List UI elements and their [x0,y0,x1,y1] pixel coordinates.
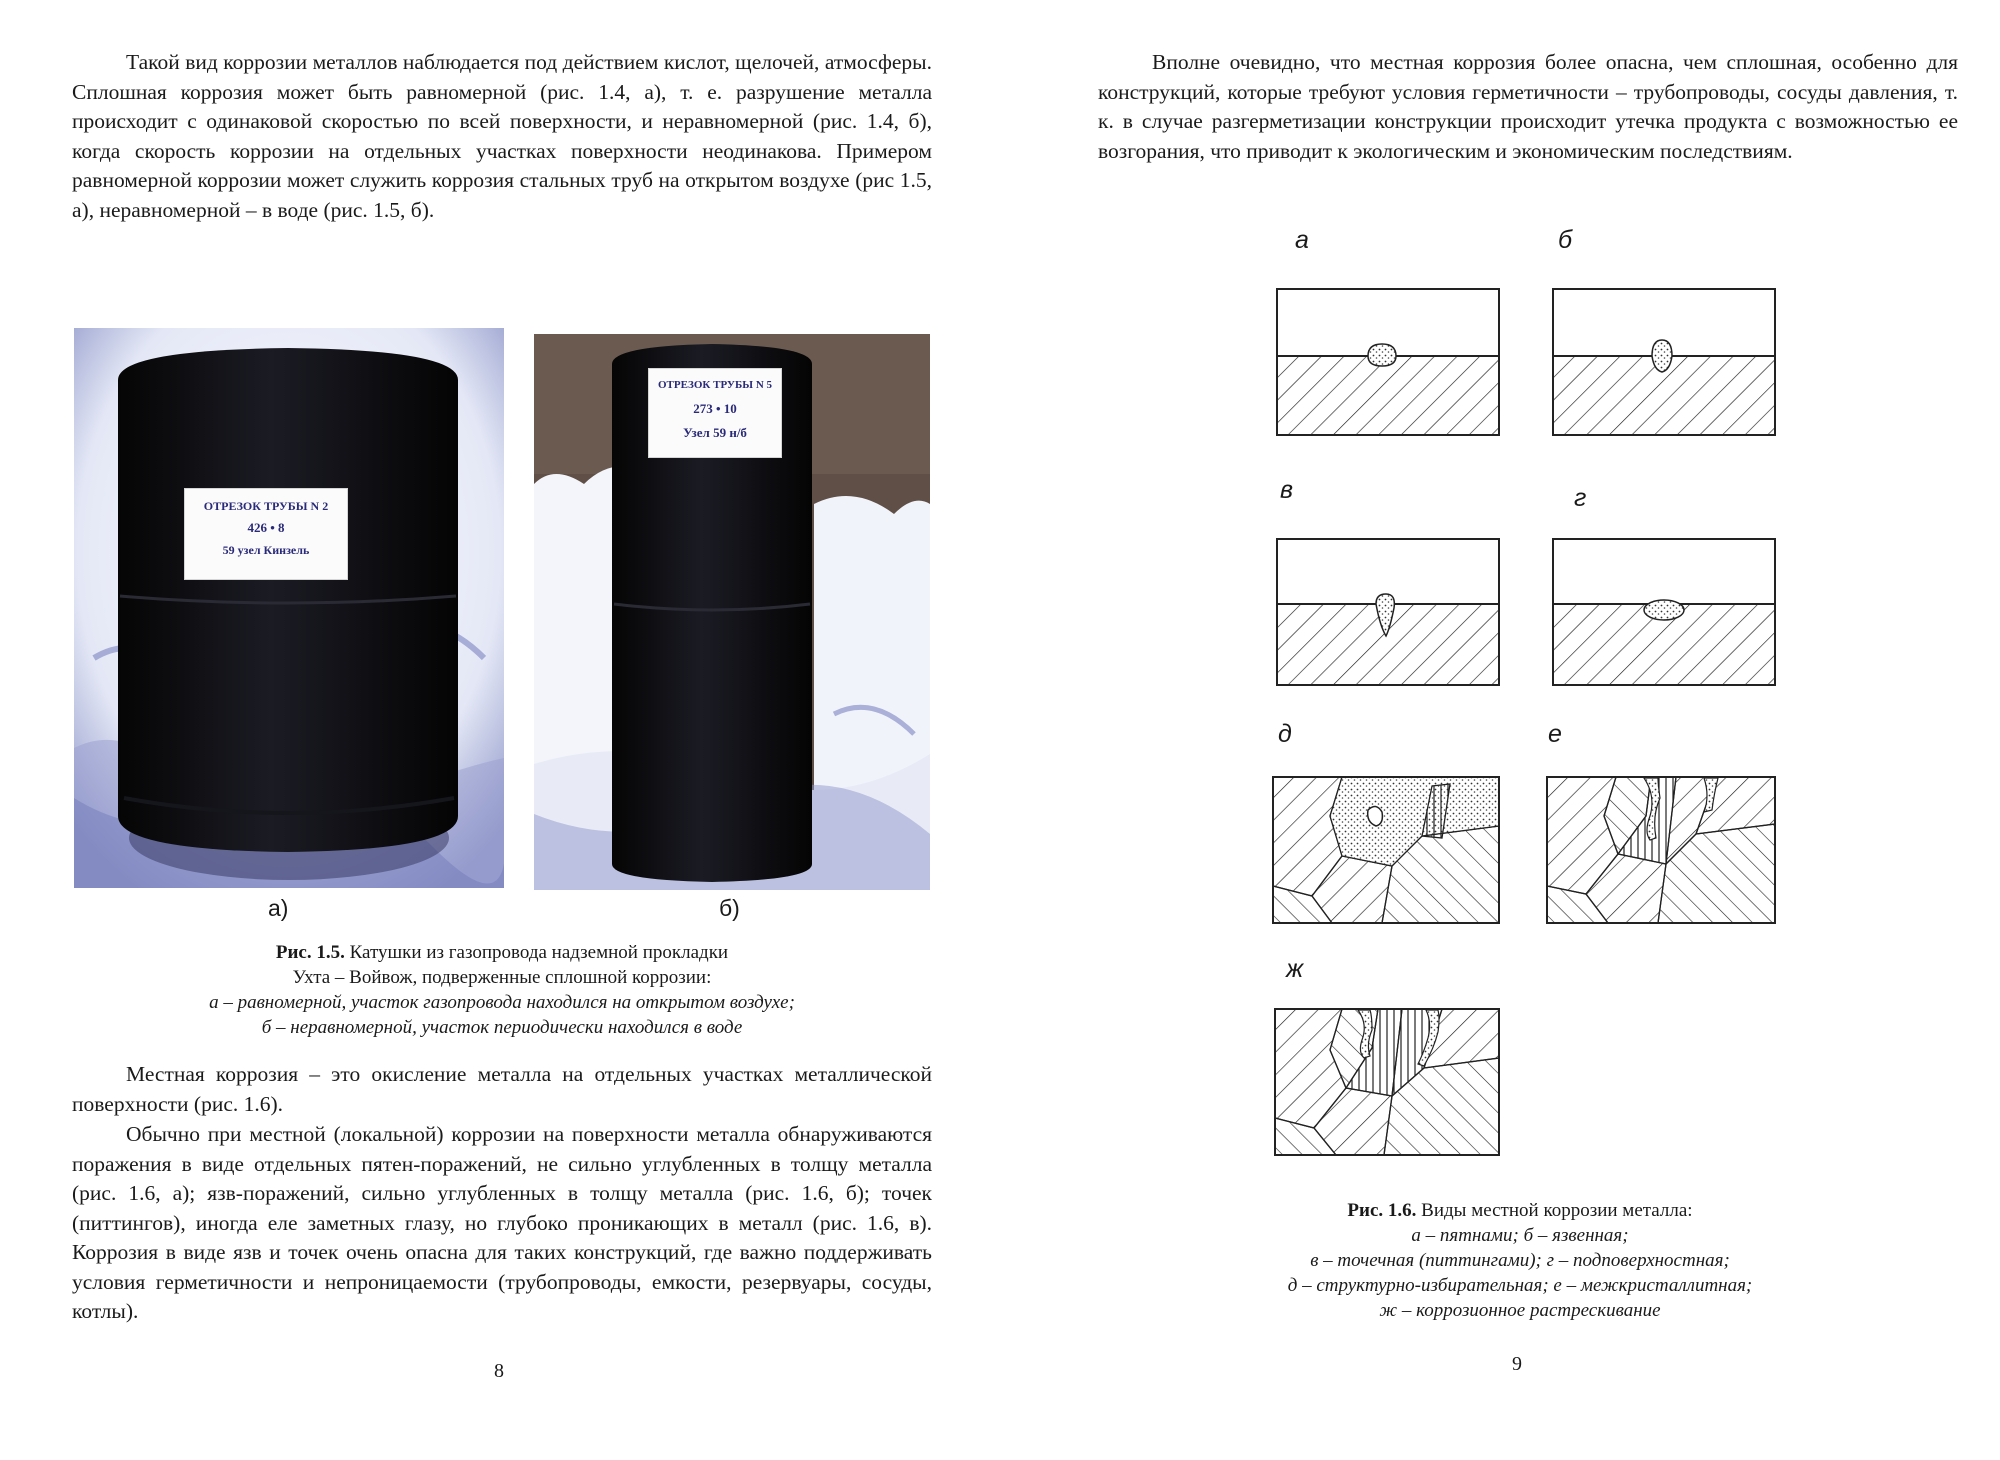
fig-letter-v: в [1280,476,1294,504]
caption16-line2: а – пятнами; б – язвенная; [1411,1225,1629,1246]
pipe-label-a-line2: 426 • 8 [247,520,285,535]
pipe-label-b [648,368,782,458]
photo-sublabel-a: а) [268,895,289,921]
pipe-label-a-line1: ОТРЕЗОК ТРУБЫ N 2 [203,499,329,513]
paragraph-local-corrosion-def: Местная коррозия – это окисление металла на отдельных участках металлической поверхности (рис. 1.6). [72,1062,932,1116]
pipe-label-b-line3: Узел 59 н/б [683,425,747,440]
fig-letter-zh: ж [1286,955,1304,983]
caption16-line5: ж – коррозионное растрескивание [1379,1300,1661,1321]
fig-letter-g: г [1574,484,1587,512]
photo-sublabel-b: б) [719,895,740,921]
page-number-left: 8 [494,1360,504,1382]
caption-prefix: Рис. 1.5. [275,942,345,963]
caption16-line4: д – структурно-избирательная; е – межкристаллитная; [1287,1275,1753,1296]
paragraph-continuous-corrosion: Такой вид коррозии металлов наблюдается под действием кислот, щелочей, атмосферы. Сплошная коррозия может быть равномерной (рис. 1.4, а), т. е. разрушение металла происходит с одинаковой скоростью по всей поверхности, и неравномерной (рис. 1.4, б), когда скорость коррозии на отдельных участках поверхности неодинакова. Примером равномерной коррозии может служить коррозия стальных труб на открытом воздухе (рис 1.5, а), неравномерной – в воде (рис. 1.5, б). [72,50,932,222]
pipe-label-b-line2: 273 • 10 [693,401,737,416]
diagram-a-spot-corrosion [1276,288,1500,436]
fig-letter-b: б [1558,226,1573,254]
caption16-prefix: Рис. 1.6. [1347,1200,1417,1221]
caption-line1: Катушки из газопровода надземной прокладки [344,942,729,963]
diagram-g-subsurface-corrosion [1552,538,1776,686]
diagram-e-intercrystalline-corrosion [1546,776,1776,924]
pipe-label-a [184,488,348,580]
paragraph-local-more-dangerous: Вполне очевидно, что местная коррозия более опасна, чем сплошная, особенно для конструкций, которые требуют условия герметичности – трубопроводы, сосуды давления, т. к. в случае разгерметизации конструкции происходит утечка продукта с возможностью ее возгорания, что приводит к экологическим и экономическим последствиям. [1098,50,1958,163]
photo-pipe-b [534,334,930,890]
diagram-d-selective-corrosion [1272,776,1500,924]
pipe-label-b-line1: ОТРЕЗОК ТРУБЫ N 5 [657,379,773,391]
fig-letter-d: д [1278,720,1292,748]
caption16-line1: Виды местной коррозии металла: [1416,1200,1693,1221]
caption-line4: б – неравномерной, участок периодически находился в воде [261,1017,743,1038]
caption-line3: а – равномерной, участок газопровода находился на открытом воздухе; [209,992,795,1013]
diagram-zh-stress-cracking [1274,1008,1500,1156]
caption16-line3: в – точечная (питтингами); г – подповерхностная; [1310,1250,1730,1271]
diagram-b-ulcer-corrosion [1552,288,1776,436]
paragraph-local-corrosion-types: Обычно при местной (локальной) коррозии на поверхности металла обнаруживаются поражения в виде отдельных пятен-поражений, не сильно углубленных в толщу металла (рис. 1.6, а); язв-поражений, сильно углубленных в толщу металла (рис. 1.6, б); точек (питтингов), иногда еле заметных глазу, но глубоко проникающих в металл (рис. 1.6, в). Коррозия в виде язв и точек очень опасна для таких конструкций, где важно поддерживать условия герметичности и непроницаемости (трубопроводы, емкости, резервуары, сосуды, котлы). [72,1122,932,1323]
pipe-label-a-line3: 59 узел Кинзель [222,543,310,557]
diagram-v-pitting-corrosion [1276,538,1500,686]
figure-caption-1-5 [72,940,932,1040]
fig-letter-a: а [1295,226,1309,254]
right-page [1000,0,2000,1460]
figure-caption-1-6 [1160,1198,1880,1323]
photo-pipe-a [74,328,504,888]
caption-line2: Ухта – Войвож, подверженные сплошной коррозии: [292,967,712,988]
fig-letter-e: е [1548,720,1562,748]
page-number-right: 9 [1512,1353,1522,1375]
